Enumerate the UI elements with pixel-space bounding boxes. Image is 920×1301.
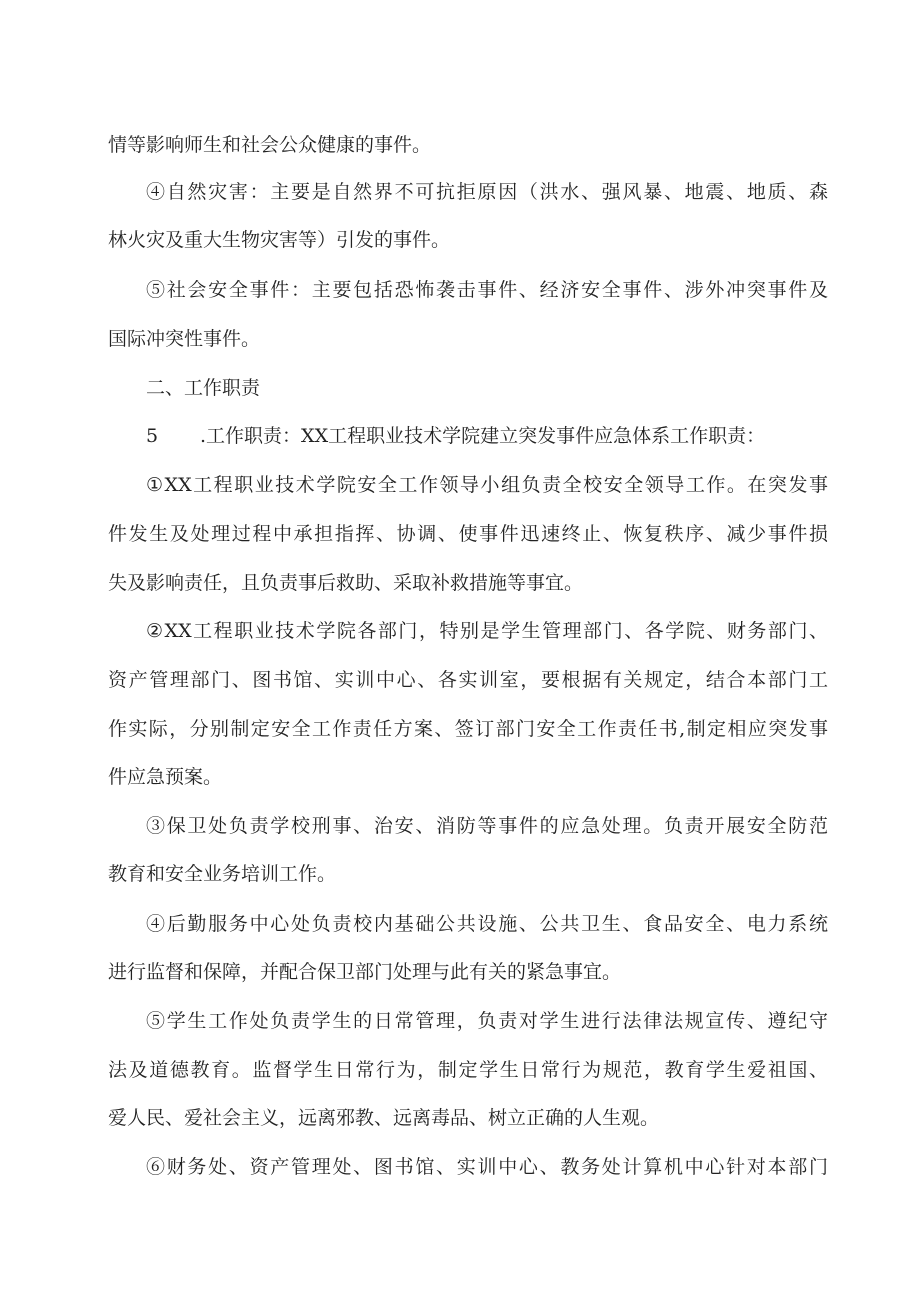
text-line: ⑤社会安全事件：主要包括恐怖袭击事件、经济安全事件、涉外冲突事件及 — [146, 279, 828, 301]
text-line: 法及道德教育。监督学生日常行为，制定学生日常行为规范，教育学生爱祖国、 — [108, 1059, 828, 1081]
text-line: 进行监督和保障，并配合保卫部门处理与此有关的紧急事宜。 — [108, 961, 622, 983]
text-line: ①XX工程职业技术学院安全工作领导小组负责全校安全领导工作。在突发事 — [146, 474, 828, 496]
text-line: ⑤学生工作处负责学生的日常管理，负责对学生进行法律法规宣传、遵纪守 — [146, 1010, 828, 1032]
text-line: 件应急预案。 — [108, 766, 223, 788]
text-line — [146, 420, 828, 452]
text-line: 林火灾及重大生物灾害等）引发的事件。 — [108, 229, 451, 251]
text-line: 失及影响责任，且负责事后救助、采取补救措施等事宜。 — [108, 572, 584, 594]
text-line: ④后勤服务中心处负责校内基础公共设施、公共卫生、食品安全、电力系统 — [146, 913, 828, 935]
text-line: 爱人民、爱社会主义，远离邪教、远离毒品、树立正确的人生观。 — [108, 1107, 660, 1129]
text-line: 教育和安全业务培训工作。 — [108, 863, 337, 885]
item-number: 5 — [146, 425, 159, 447]
text-line: ④自然灾害：主要是自然界不可抗拒原因（洪水、强风暴、地震、地质、森 — [146, 181, 828, 203]
text-line: 资产管理部门、图书馆、实训中心、各实训室，要根据有关规定，结合本部门工 — [108, 669, 828, 691]
text-line: 作实际，分别制定安全工作责任方案、签订部门安全工作责任书,制定相应突发事 — [108, 718, 828, 740]
text-line: ③保卫处负责学校刑事、治安、消防等事件的应急处理。负责开展安全防范 — [146, 815, 828, 837]
text-line: ②XX工程职业技术学院各部门，特别是学生管理部门、各学院、财务部门、 — [146, 620, 828, 642]
text-line: ⑥财务处、资产管理处、图书馆、实训中心、教务处计算机中心针对本部门 — [146, 1156, 828, 1178]
text-line: 国际冲突性事件。 — [108, 328, 261, 350]
text-line: 情等影响师生和社会公众健康的事件。 — [108, 134, 432, 156]
section-heading: 二、工作职责 — [146, 377, 261, 399]
text-line: 件发生及处理过程中承担指挥、协调、使事件迅速终止、恢复秩序、减少事件损 — [108, 523, 828, 545]
item-text: .工作职责：XX工程职业技术学院建立突发事件应急体系工作职责： — [200, 425, 766, 447]
